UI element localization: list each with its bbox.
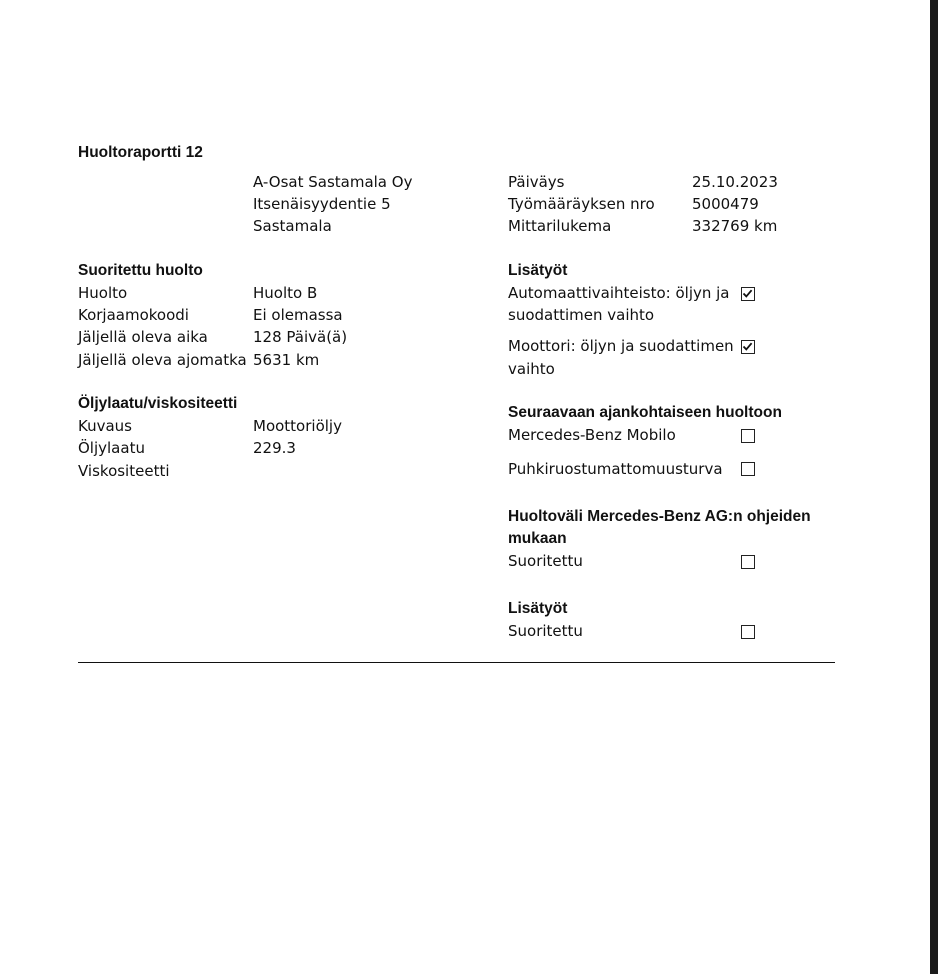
extra-work-item-1-line1: Automaattivaihteisto: öljyn ja [508,284,730,302]
extra-work-2-done-checkbox[interactable] [741,625,755,639]
mobilo-checkbox[interactable] [741,429,755,443]
service-label: Huolto [78,284,128,302]
extra-work-item-1-line2: suodattimen vaihto [508,306,655,324]
interval-done-label: Suoritettu [508,552,583,570]
oil-description-label: Kuvaus [78,417,132,435]
oil-heading: Öljylaatu/viskositeetti [78,395,238,412]
date-label: Päiväys [508,173,565,191]
interval-done-checkbox[interactable] [741,555,755,569]
checkmark-icon [742,341,753,352]
extra-work-item-2-line2: vaihto [508,360,555,378]
remaining-time-label: Jäljellä oleva aika [78,328,208,346]
service-value: Huolto B [253,284,318,302]
mobilo-label: Mercedes-Benz Mobilo [508,426,676,444]
odometer-label: Mittarilukema [508,217,612,235]
workshop-name: A-Osat Sastamala Oy [253,173,413,191]
extra-work-item-2-checkbox[interactable] [741,340,755,354]
extra-work-item-1-checkbox[interactable] [741,287,755,301]
workshop-city: Sastamala [253,217,332,235]
work-order-label: Työmääräyksen nro [508,195,655,213]
divider-line [78,662,835,663]
extra-work-item-2-line1: Moottori: öljyn ja suodattimen [508,337,734,355]
remaining-distance-label: Jäljellä oleva ajomatka [78,351,247,369]
oil-grade-label: Öljylaatu [78,439,145,457]
remaining-distance-value: 5631 km [253,351,320,369]
odometer-value: 332769 km [692,217,778,235]
report-title: Huoltoraportti 12 [78,144,203,161]
rust-warranty-checkbox[interactable] [741,462,755,476]
window-edge-bar [930,0,938,974]
workshop-code-label: Korjaamokoodi [78,306,189,324]
next-service-heading: Seuraavaan ajankohtaiseen huoltoon [508,404,782,421]
interval-heading-line1: Huoltoväli Mercedes-Benz AG:n ohjeiden [508,508,811,525]
oil-grade-value: 229.3 [253,439,296,457]
workshop-code-value: Ei olemassa [253,306,343,324]
checkmark-icon [742,288,753,299]
rust-warranty-label: Puhkiruostumattomuusturva [508,460,723,478]
viscosity-label: Viskositeetti [78,462,170,480]
extra-work-2-done-label: Suoritettu [508,622,583,640]
extra-work-2-heading: Lisätyöt [508,600,568,617]
oil-description-value: Moottoriöljy [253,417,342,435]
performed-service-heading: Suoritettu huolto [78,262,203,279]
work-order-value: 5000479 [692,195,759,213]
date-value: 25.10.2023 [692,173,778,191]
workshop-street: Itsenäisyydentie 5 [253,195,391,213]
interval-heading-line2: mukaan [508,530,567,547]
extra-work-heading: Lisätyöt [508,262,568,279]
remaining-time-value: 128 Päivä(ä) [253,328,348,346]
